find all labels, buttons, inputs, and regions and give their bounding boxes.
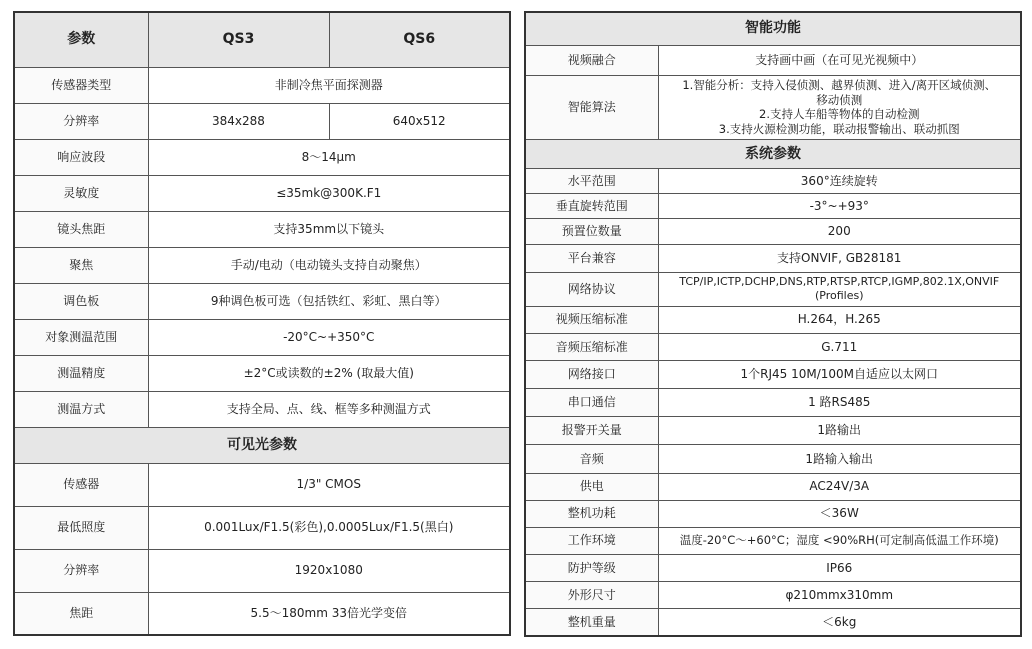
- table-row: [14, 319, 510, 355]
- table-row: [525, 582, 1021, 609]
- system-section-title: 系统参数: [525, 140, 1021, 169]
- row-value: 1/3" CMOS: [148, 463, 510, 506]
- row-value: ±2°C或读数的±2% (取最大值): [148, 355, 510, 391]
- row-label: 测温方式: [14, 391, 148, 427]
- row-label: 传感器: [14, 463, 148, 506]
- row-label: 网络协议: [525, 272, 658, 306]
- table-row: [14, 175, 510, 211]
- network-protocol-value: [658, 272, 1021, 306]
- row-label: 视频融合: [525, 45, 658, 75]
- row-value: 1920x1080: [148, 549, 510, 592]
- table-row: [525, 75, 1021, 139]
- row-label: 整机功耗: [525, 500, 658, 527]
- table-row: [525, 244, 1021, 272]
- row-value: G.711: [658, 333, 1021, 360]
- row-label: 视频压缩标准: [525, 306, 658, 333]
- smart-algorithm-value: [658, 75, 1021, 139]
- row-label: 传感器类型: [14, 67, 148, 103]
- table-row: [14, 247, 510, 283]
- row-label: 灵敏度: [14, 175, 148, 211]
- row-value: IP66: [658, 554, 1021, 581]
- row-label: 对象测温范围: [14, 319, 148, 355]
- row-value: 0.001Lux/F1.5(彩色),0.0005Lux/F1.5(黑白): [148, 506, 510, 549]
- row-value: 温度-20°C～+60°C；湿度 <90%RH(可定制高低温工作环境): [658, 527, 1021, 554]
- table-row: [525, 272, 1021, 306]
- row-value: 支持画中画（在可见光视频中）: [658, 45, 1021, 75]
- table-row: [525, 417, 1021, 445]
- row-label: 外形尺寸: [525, 582, 658, 609]
- row-value: 支持ONVIF, GB28181: [658, 244, 1021, 272]
- row-label: 测温精度: [14, 355, 148, 391]
- row-label: 分辨率: [14, 103, 148, 139]
- thermal-spec-table: [13, 11, 511, 636]
- table-header-row: [14, 12, 510, 67]
- smart-section-title: 智能功能: [525, 12, 1021, 45]
- algorithm-line: 2.支持人车船等物体的自动检测: [759, 107, 920, 122]
- row-value: ≤35mk@300K.F1: [148, 175, 510, 211]
- qs3-header: QS3: [148, 12, 329, 67]
- table-row: [14, 103, 510, 139]
- table-row: [14, 506, 510, 549]
- row-label: 垂直旋转范围: [525, 194, 658, 219]
- row-label: 聚焦: [14, 247, 148, 283]
- table-row: [14, 463, 510, 506]
- table-row: [525, 389, 1021, 417]
- row-value: 1 路RS485: [658, 389, 1021, 417]
- table-row: [525, 500, 1021, 527]
- row-label: 最低照度: [14, 506, 148, 549]
- section-row: [525, 12, 1021, 45]
- row-label: 焦距: [14, 592, 148, 635]
- row-value: φ210mmx310mm: [658, 582, 1021, 609]
- row-value: ＜36W: [658, 500, 1021, 527]
- table-row: [525, 554, 1021, 581]
- table-row: [14, 67, 510, 103]
- row-label: 分辨率: [14, 549, 148, 592]
- row-label: 网络接口: [525, 361, 658, 389]
- row-label: 水平范围: [525, 169, 658, 194]
- row-value: 5.5～180mm 33倍光学变倍: [148, 592, 510, 635]
- section-row: [525, 140, 1021, 169]
- row-label: 预置位数量: [525, 219, 658, 244]
- table-row: [525, 473, 1021, 500]
- table-row: [14, 283, 510, 319]
- table-row: [525, 45, 1021, 75]
- visible-section-title: 可见光参数: [14, 427, 510, 463]
- row-value: 支持全局、点、线、框等多种测温方式: [148, 391, 510, 427]
- algorithm-line: 移动侦测: [816, 92, 863, 107]
- row-label: 工作环境: [525, 527, 658, 554]
- algorithm-line: 1.智能分析：支持入侵侦测、越界侦测、进入/离开区域侦测、: [682, 78, 997, 93]
- table-row: [525, 169, 1021, 194]
- row-value: -3°~+93°: [658, 194, 1021, 219]
- row-label: 整机重量: [525, 609, 658, 636]
- row-value: 8～14μm: [148, 139, 510, 175]
- row-value: 支持35mm以下镜头: [148, 211, 510, 247]
- row-value: 9种调色板可选（包括铁红、彩虹、黑白等）: [148, 283, 510, 319]
- table-row: [525, 527, 1021, 554]
- row-value: 1个RJ45 10M/100M自适应以太网口: [658, 361, 1021, 389]
- qs3-resolution: 384x288: [148, 103, 329, 139]
- row-label: 镜头焦距: [14, 211, 148, 247]
- section-row: [14, 427, 510, 463]
- row-label: 调色板: [14, 283, 148, 319]
- row-value: -20°C~+350°C: [148, 319, 510, 355]
- table-row: [525, 609, 1021, 636]
- row-label: 串口通信: [525, 389, 658, 417]
- table-row: [14, 355, 510, 391]
- row-value: AC24V/3A: [658, 473, 1021, 500]
- table-row: [525, 445, 1021, 473]
- table-row: [14, 139, 510, 175]
- row-label: 响应波段: [14, 139, 148, 175]
- table-row: [525, 194, 1021, 219]
- row-label: 报警开关量: [525, 417, 658, 445]
- table-row: [14, 391, 510, 427]
- table-row: [525, 219, 1021, 244]
- row-value: 手动/电动（电动镜头支持自动聚焦）: [148, 247, 510, 283]
- row-value: ＜6kg: [658, 609, 1021, 636]
- system-spec-table: [524, 11, 1022, 637]
- row-value: 200: [658, 219, 1021, 244]
- table-row: [525, 333, 1021, 360]
- table-row: [14, 592, 510, 635]
- table-row: [525, 306, 1021, 333]
- qs6-resolution: 640x512: [329, 103, 510, 139]
- qs6-header: QS6: [329, 12, 510, 67]
- row-label: 平台兼容: [525, 244, 658, 272]
- row-value: H.264，H.265: [658, 306, 1021, 333]
- protocol-line: (Profiles): [814, 289, 864, 303]
- row-label: 防护等级: [525, 554, 658, 581]
- table-row: [14, 549, 510, 592]
- protocol-line: TCP/IP,ICTP,DCHP,DNS,RTP,RTSP,RTCP,IGMP,802.1X,ONVIF: [679, 274, 1000, 288]
- row-value: 360°连续旋转: [658, 169, 1021, 194]
- row-value: 非制冷焦平面探测器: [148, 67, 510, 103]
- row-label: 供电: [525, 473, 658, 500]
- row-value: 1路输出: [658, 417, 1021, 445]
- param-header: 参数: [14, 12, 148, 67]
- row-label: 智能算法: [525, 75, 658, 139]
- row-label: 音频: [525, 445, 658, 473]
- algorithm-line: 3.支持火源检测功能，联动报警输出、联动抓图: [718, 121, 960, 136]
- table-row: [14, 211, 510, 247]
- table-row: [525, 361, 1021, 389]
- row-value: 1路输入输出: [658, 445, 1021, 473]
- row-label: 音频压缩标准: [525, 333, 658, 360]
